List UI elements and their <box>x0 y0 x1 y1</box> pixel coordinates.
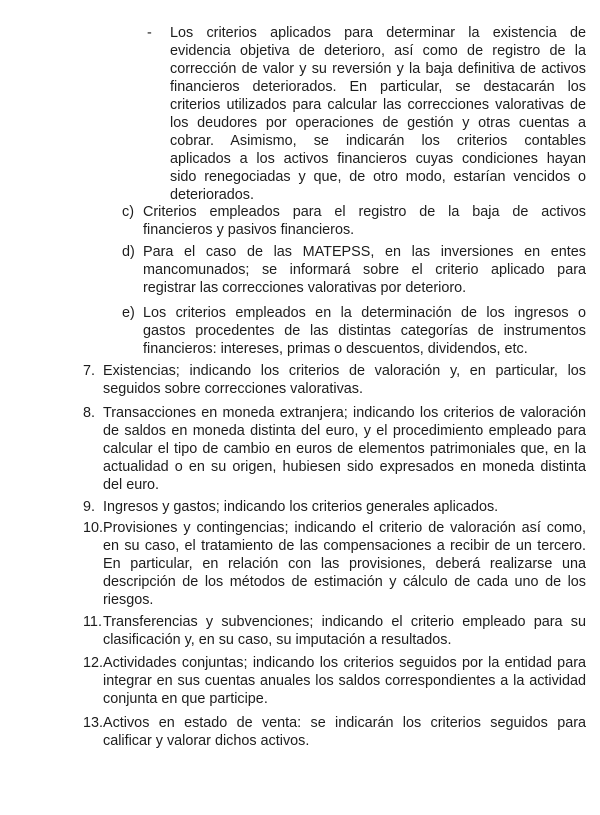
text-line: En particular, en relación con las provisiones, deberá realizarse una <box>103 556 586 572</box>
letter-marker: c) <box>122 204 134 220</box>
list-item-text <box>103 654 586 708</box>
list-item-text <box>103 519 586 609</box>
letter-marker: e) <box>122 305 135 321</box>
list-item-11 <box>83 613 586 649</box>
dash-bullet-marker: - <box>147 25 152 41</box>
number-marker: 12. <box>83 655 104 671</box>
text-line: Transacciones en moneda extranjera; indicando los criterios de valoración <box>103 405 586 421</box>
text-line: clasificación y, en su caso, su imputación a resultados. <box>103 632 452 648</box>
text-line: Actividades conjuntas; indicando los criterios seguidos por la entidad para <box>103 655 586 671</box>
number-marker: 8. <box>83 405 96 421</box>
list-item-text <box>143 304 586 358</box>
text-line: de saldos en moneda distinta del euro, y el procedimiento empleado para <box>103 423 586 439</box>
text-line: Para el caso de las MATEPSS, en las inversiones en entes <box>143 244 586 260</box>
text-line: financieros y pasivos financieros. <box>143 222 355 238</box>
text-line: sido renegociadas y que, de otro modo, estarían vencidos o <box>170 169 586 185</box>
text-line: Transferencias y subvenciones; indicando el criterio empleado para su <box>103 614 586 630</box>
list-item-text <box>103 498 586 516</box>
list-item-text <box>103 613 586 649</box>
text-line: Criterios empleados para el registro de la baja de activos <box>143 204 586 220</box>
text-line: en su caso, el tratamiento de las compensaciones a recibir de un tercero. <box>103 538 586 554</box>
text-line: seguidos sobre correcciones valorativas. <box>103 381 363 397</box>
number-marker: 10. <box>83 520 104 536</box>
text-line: financieros: intereses, primas o descuentos, dividendos, etc. <box>143 341 528 357</box>
text-line: criterios utilizados para calcular las correcciones valorativas de <box>170 97 586 113</box>
list-item-text <box>170 24 586 204</box>
list-item-dash <box>147 24 586 204</box>
text-line: financieros deteriorados. En particular, se destacarán los <box>170 79 586 95</box>
list-item-text <box>103 714 586 750</box>
text-line: deteriorados. <box>170 187 254 203</box>
list-item-7 <box>83 362 586 398</box>
text-line: Activos en estado de venta: se indicarán los criterios seguidos para <box>103 715 586 731</box>
text-line: descripción de los métodos de estimación y cálculo de cada uno de los <box>103 574 586 590</box>
list-item-d <box>122 243 586 297</box>
list-item-text <box>143 203 586 239</box>
text-line: calificar y valorar dichos activos. <box>103 733 310 749</box>
text-line: conjunta en que participe. <box>103 691 268 707</box>
list-item-10 <box>83 519 586 609</box>
text-line: registrar las correcciones valorativas por deterioro. <box>143 280 467 296</box>
text-line: Provisiones y contingencias; indicando el criterio de valoración así como, <box>103 520 586 536</box>
text-line: calcular el tipo de cambio en euros de elementos patrimoniales que, en la <box>103 441 586 457</box>
number-marker: 11. <box>83 614 102 630</box>
letter-marker: d) <box>122 244 135 260</box>
text-line: Los criterios aplicados para determinar la existencia de <box>170 25 586 41</box>
list-item-13 <box>83 714 586 750</box>
list-item-c <box>122 203 586 239</box>
list-item-e <box>122 304 586 358</box>
text-line: mancomunados; se informará sobre el criterio aplicado para <box>143 262 586 278</box>
text-line: Los criterios empleados en la determinación de los ingresos o <box>143 305 586 321</box>
text-line: gastos procedentes de las distintas categorías de instrumentos <box>143 323 586 339</box>
text-line: aplicados a los activos financieros cuyas condiciones hayan <box>170 151 586 167</box>
text-line: los deudores por operaciones de gestión y otras cuentas a <box>170 115 586 131</box>
list-item-text <box>103 404 586 494</box>
text-line: cobrar. Asimismo, se indicarán los criterios contables <box>170 133 586 149</box>
list-item-8 <box>83 404 586 494</box>
text-line: evidencia objetiva de deterioro, así como de registro de la <box>170 43 586 59</box>
text-line: corrección de valor y su reversión y la baja definitiva de activos <box>170 61 586 77</box>
text-line: riesgos. <box>103 592 154 608</box>
list-item-text <box>143 243 586 297</box>
number-marker: 9. <box>83 499 96 515</box>
list-item-12 <box>83 654 586 708</box>
list-item-9 <box>83 498 586 516</box>
text-line: integrar en sus cuentas anuales los saldos correspondientes a la actividad <box>103 673 586 689</box>
number-marker: 13. <box>83 715 104 731</box>
text-line: actualidad o en su origen, hubiesen sido expresados en moneda distinta <box>103 459 586 475</box>
text-line: Existencias; indicando los criterios de valoración y, en particular, los <box>103 363 586 379</box>
text-line: Ingresos y gastos; indicando los criterios generales aplicados. <box>103 499 499 515</box>
number-marker: 7. <box>83 363 96 379</box>
list-item-text <box>103 362 586 398</box>
text-line: del euro. <box>103 477 160 493</box>
